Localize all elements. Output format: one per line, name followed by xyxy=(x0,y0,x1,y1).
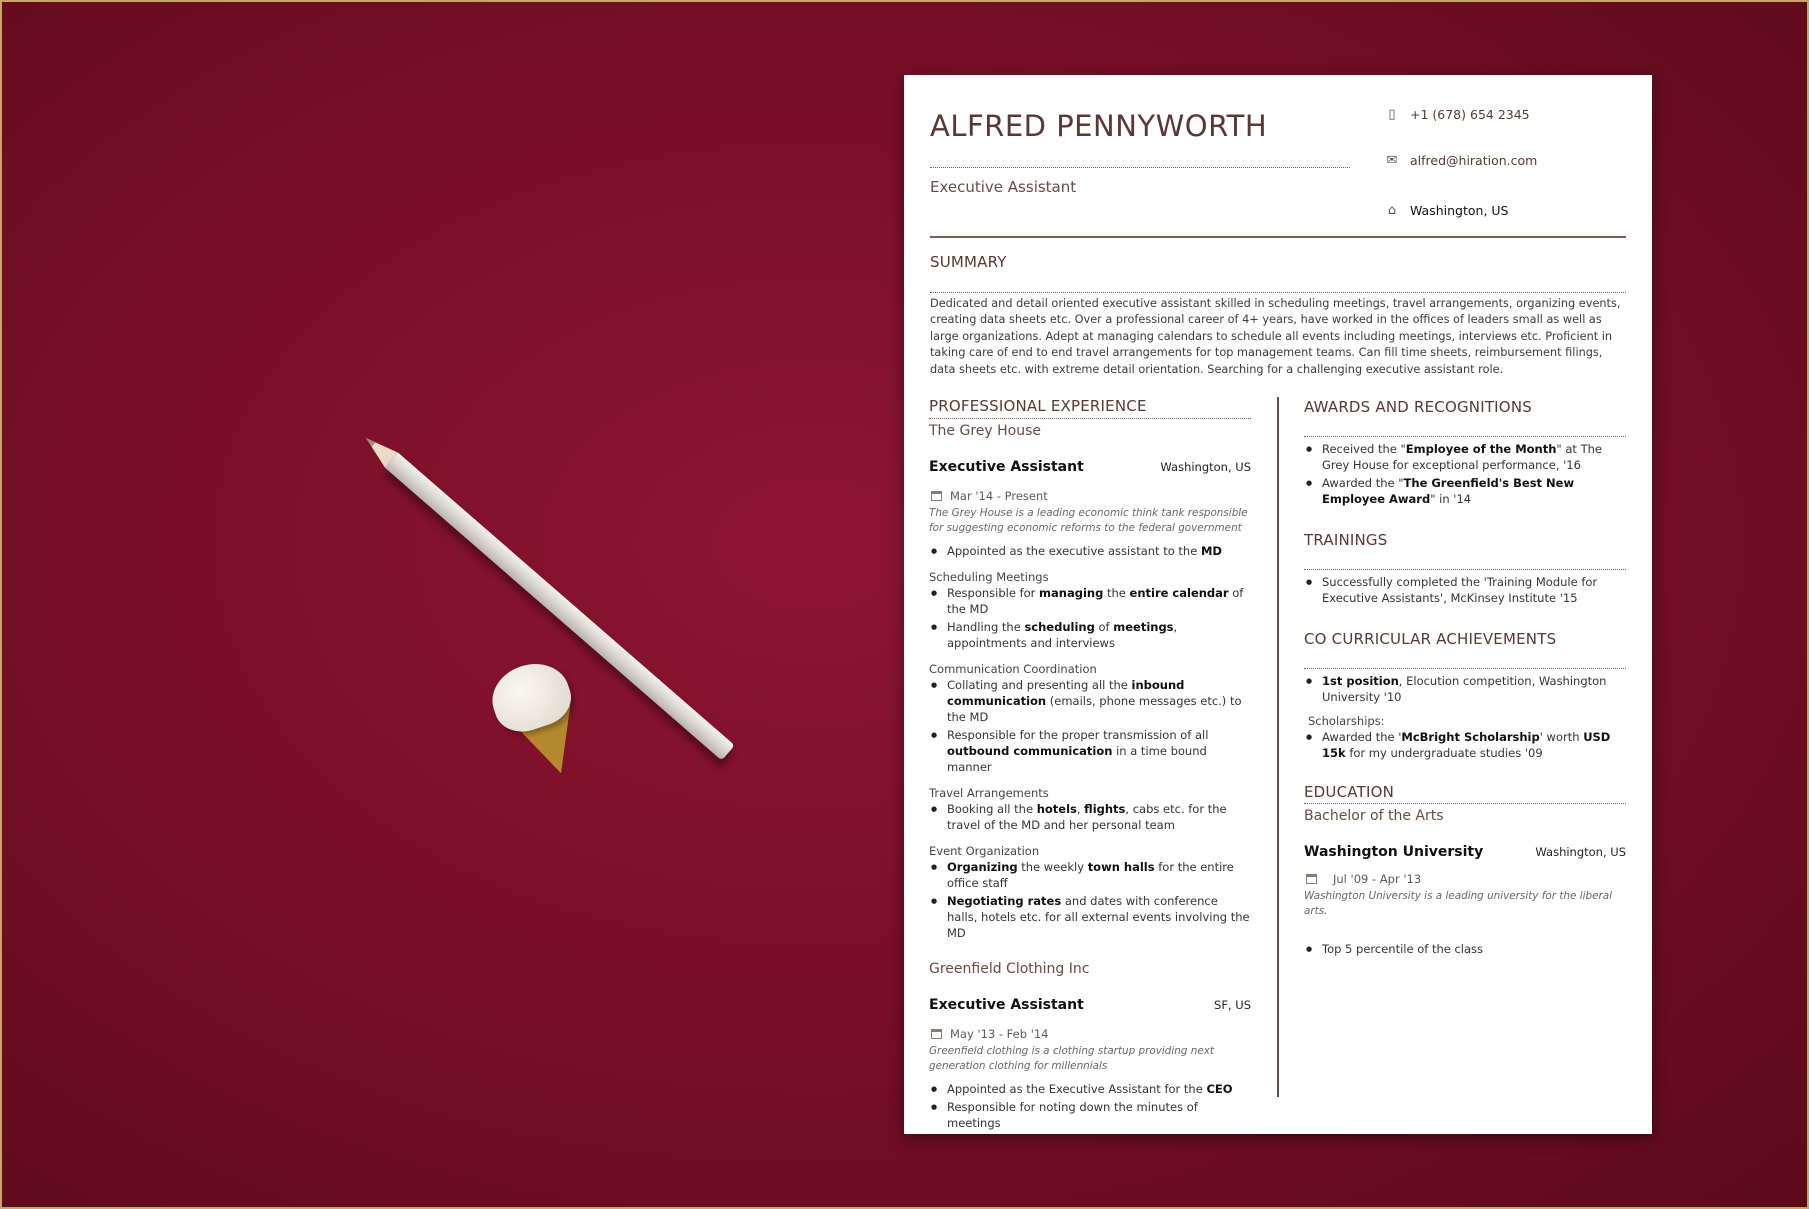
job-location: SF, US xyxy=(1214,998,1251,1012)
school-name: Washington University xyxy=(1304,844,1484,860)
calendar-icon xyxy=(931,1029,942,1039)
contact-email xyxy=(1384,153,1537,168)
company-name: Greenfield Clothing Inc xyxy=(929,961,1090,977)
list-item: ● Received the "Employee of the Month" at The Grey House for exceptional performance, '16 xyxy=(1304,441,1626,473)
header-rule xyxy=(930,236,1626,238)
list-item: ● Responsible for noting down the minutes of meetings xyxy=(929,1099,1251,1131)
list-item: ● Awarded the "The Greenfield's Best New Employee Award" in '14 xyxy=(1304,475,1626,507)
candidate-name: ALFRED PENNYWORTH xyxy=(930,109,1268,143)
trainings-divider xyxy=(1304,569,1626,570)
education-dates-text: Jul '09 - Apr '13 xyxy=(1333,872,1422,886)
phone-text: +1 (678) 654 2345 xyxy=(1410,107,1530,122)
name-divider xyxy=(930,167,1350,168)
list-item: ● Awarded the 'McBright Scholarship' worth USD 15k for my undergraduate studies '09 xyxy=(1304,729,1626,761)
list-item: ● Responsible for managing the entire calendar of the MD xyxy=(929,585,1251,617)
phone-icon: ▯ xyxy=(1388,106,1396,122)
job-dates-text: May '13 - Feb '14 xyxy=(950,1027,1049,1041)
school-location: Washington, US xyxy=(1535,845,1626,859)
candidate-title: Executive Assistant xyxy=(930,178,1077,196)
list-item: ● 1st position, Elocution competition, Washington University '10 xyxy=(1304,673,1626,705)
summary-heading: SUMMARY xyxy=(930,253,1007,271)
job-dates-text: Mar '14 - Present xyxy=(950,489,1048,503)
list-item: ● Negotiating rates and dates with conference halls, hotels etc. for all external events involving the MD xyxy=(929,893,1251,941)
list-item: ● Booking all the hotels, flights, cabs etc. for the travel of the MD and her personal team xyxy=(929,801,1251,833)
list-item: ● Handling the scheduling of meetings, appointments and interviews xyxy=(929,619,1251,651)
experience-divider xyxy=(929,418,1251,419)
school-description: Washington University is a leading university for the liberal arts. xyxy=(1304,890,1612,917)
company-description: Greenfield clothing is a clothing startup providing next generation clothing for millennials xyxy=(929,1045,1214,1072)
calendar-icon xyxy=(1306,874,1317,884)
group-label: Scheduling Meetings xyxy=(929,570,1049,584)
job-dates xyxy=(931,489,1251,503)
list-item: ● Appointed as the Executive Assistant for the CEO xyxy=(929,1081,1251,1097)
envelope-icon: ✉ xyxy=(1386,152,1398,168)
summary-divider xyxy=(930,292,1626,293)
company-description: The Grey House is a leading economic think tank responsible for suggesting economic reforms to the federal government xyxy=(929,507,1248,534)
degree-name: Bachelor of the Arts xyxy=(1304,808,1444,824)
contact-location xyxy=(1384,203,1509,218)
summary-text: Dedicated and detail oriented executive assistant skilled in scheduling meetings, travel arrangements, organizing events, creating data sheets etc. Over a professional career of 4+ years, have worked in the offices of leaders small as well as large organizations. Adept at managing calendars to schedule all events including meetings, interviews etc. Proficient in taking care of end to end travel arrangements for top management teams. Can fill time sheets, reimbursement filings, data sheets etc. with extreme detail orientation. Searching for a challenging executive assistant role. xyxy=(930,297,1621,376)
education-divider xyxy=(1304,803,1626,804)
education-heading: EDUCATION xyxy=(1304,783,1394,801)
home-icon: ⌂ xyxy=(1387,202,1397,218)
list-item: ● Organizing the weekly town halls for the entire office staff xyxy=(929,859,1251,891)
education-dates xyxy=(1306,872,1626,886)
job-header xyxy=(929,997,1251,1013)
job-location: Washington, US xyxy=(1160,460,1251,474)
calendar-icon xyxy=(931,491,942,501)
resume-sheet xyxy=(904,75,1652,1134)
awards-heading: AWARDS AND RECOGNITIONS xyxy=(1304,398,1532,416)
cocurricular-divider xyxy=(1304,668,1626,669)
column-divider xyxy=(1277,397,1279,1097)
ice-cream-eraser-image xyxy=(484,647,616,792)
job-role: Executive Assistant xyxy=(929,997,1084,1013)
contact-phone xyxy=(1384,107,1530,122)
experience-section xyxy=(929,397,1251,1131)
job-header xyxy=(929,459,1251,475)
location-text: Washington, US xyxy=(1410,203,1509,218)
list-item: ● Appointed as the executive assistant to the MD xyxy=(929,543,1251,559)
list-item: ● Successfully completed the 'Training Module for Executive Assistants', McKinsey Institute '15 xyxy=(1304,574,1626,606)
school-header xyxy=(1304,844,1626,860)
right-column xyxy=(1304,398,1626,957)
company-name: The Grey House xyxy=(929,423,1042,439)
list-item: ● Top 5 percentile of the class xyxy=(1304,941,1626,957)
list-item: ● Collating and presenting all the inbound communication (emails, phone messages etc.) to the MD xyxy=(929,677,1251,725)
experience-heading: PROFESSIONAL EXPERIENCE xyxy=(929,397,1147,415)
email-text: alfred@hiration.com xyxy=(1410,153,1538,168)
job-dates xyxy=(931,1027,1251,1041)
awards-divider xyxy=(1304,436,1626,437)
group-label: Travel Arrangements xyxy=(929,786,1049,800)
group-label: Communication Coordination xyxy=(929,662,1097,676)
cocurricular-heading: CO CURRICULAR ACHIEVEMENTS xyxy=(1304,630,1557,648)
scholarships-label: Scholarships: xyxy=(1308,714,1385,728)
list-item: ● Responsible for the proper transmission of all outbound communication in a time bound manner xyxy=(929,727,1251,775)
trainings-heading: TRAININGS xyxy=(1304,531,1388,549)
group-label: Event Organization xyxy=(929,844,1040,858)
job-role: Executive Assistant xyxy=(929,459,1084,475)
